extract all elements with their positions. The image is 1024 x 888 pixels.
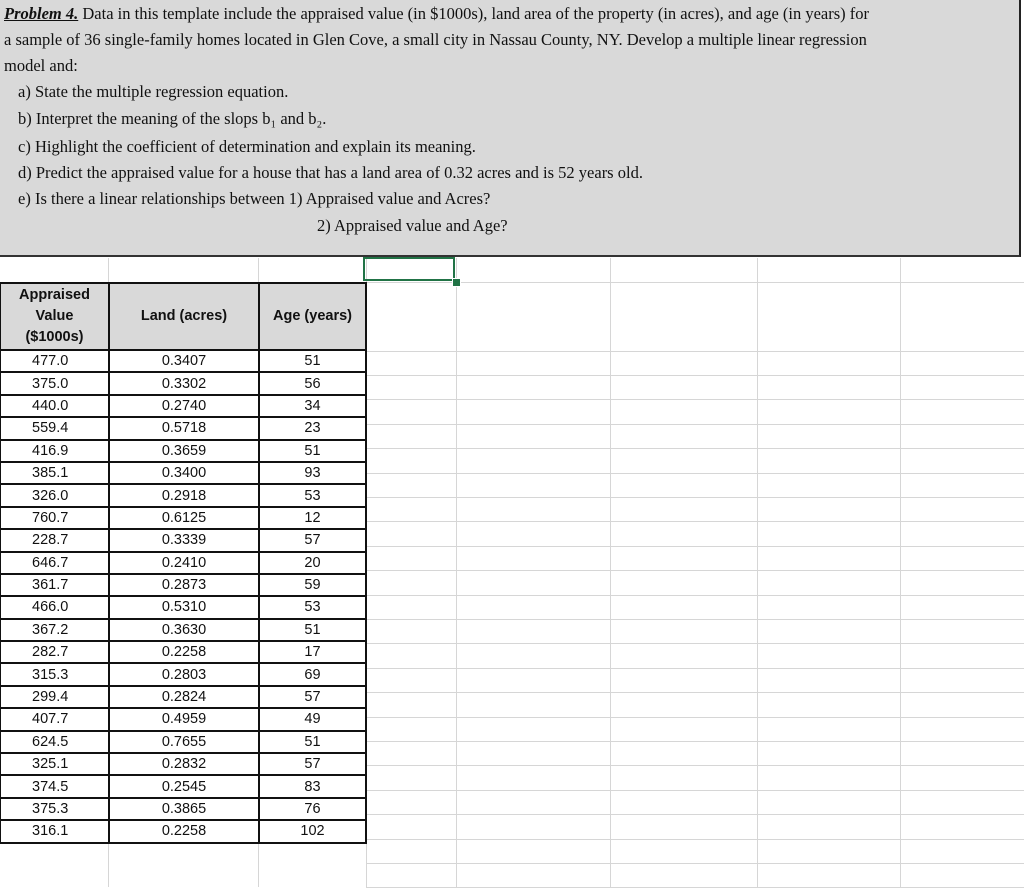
cell-appraised-value[interactable]: 477.0 [0,350,109,372]
cell-land-acres[interactable]: 0.7655 [109,731,259,753]
table-row [0,820,366,842]
table-row [0,552,366,574]
table-row [0,417,366,439]
cell-land-acres[interactable]: 0.2545 [109,775,259,797]
question-a: a) State the multiple regression equation. [18,82,289,101]
cell-land-acres[interactable]: 0.2410 [109,552,259,574]
grid-row-line [366,282,1024,283]
table-row [0,596,366,618]
table-row [0,798,366,820]
cell-age[interactable]: 12 [259,507,366,529]
table-row [0,753,366,775]
cell-land-acres[interactable]: 0.3407 [109,350,259,372]
cell-age[interactable]: 51 [259,350,366,372]
cell-age[interactable]: 57 [259,529,366,551]
cell-age[interactable]: 23 [259,417,366,439]
cell-appraised-value[interactable]: 299.4 [0,686,109,708]
cell-age[interactable]: 51 [259,731,366,753]
grid-row-line [366,692,1024,693]
grid-row-line [366,351,1024,352]
cell-age[interactable]: 69 [259,663,366,685]
cell-appraised-value[interactable]: 361.7 [0,574,109,596]
grid-row-line [366,765,1024,766]
cell-age[interactable]: 53 [259,484,366,506]
table-row [0,641,366,663]
grid-column-line [900,258,901,887]
problem-label: Problem 4. [4,4,79,23]
header-land-acres[interactable]: Land (acres) [109,283,259,350]
cell-appraised-value[interactable]: 624.5 [0,731,109,753]
question-e1: e) Is there a linear relationships between 1) Appraised value and Acres? [18,189,491,208]
cell-appraised-value[interactable]: 407.7 [0,708,109,730]
table-row [0,462,366,484]
data-table [0,282,367,844]
table-row [0,775,366,797]
grid-row-line [366,570,1024,571]
grid-row-line [366,863,1024,864]
cell-age[interactable]: 53 [259,596,366,618]
question-b: b) Interpret the meaning of the slops b₁ and b₂. [18,109,327,128]
grid-row-line [366,839,1024,840]
table-row [0,529,366,551]
grid-row-line [366,497,1024,498]
cell-land-acres[interactable]: 0.5310 [109,596,259,618]
problem-statement [0,0,1021,257]
cell-land-acres[interactable]: 0.2258 [109,820,259,842]
cell-age[interactable]: 57 [259,686,366,708]
cell-appraised-value[interactable]: 325.1 [0,753,109,775]
cell-age[interactable]: 76 [259,798,366,820]
grid-column-line [610,258,611,887]
grid-row-line [366,619,1024,620]
cell-land-acres[interactable]: 0.3339 [109,529,259,551]
question-e2: 2) Appraised value and Age? [317,216,508,235]
grid-row-line [366,717,1024,718]
cell-age[interactable]: 83 [259,775,366,797]
cell-land-acres[interactable]: 0.2740 [109,395,259,417]
table-row [0,350,366,372]
fill-handle[interactable] [452,278,461,287]
table-row [0,507,366,529]
cell-appraised-value[interactable]: 374.5 [0,775,109,797]
table-row [0,731,366,753]
cell-land-acres[interactable]: 0.2803 [109,663,259,685]
table-row [0,574,366,596]
cell-appraised-value[interactable]: 375.3 [0,798,109,820]
problem-line-1: Problem 4. Data in this template include the appraised value (in $1000s), land area of the property (in acres), and age (in years) for [4,4,870,23]
cell-land-acres[interactable]: 0.6125 [109,507,259,529]
question-d: d) Predict the appraised value for a house that has a land area of 0.32 acres and is 52 years old. [18,163,643,182]
cell-land-acres[interactable]: 0.3865 [109,798,259,820]
cell-age[interactable]: 20 [259,552,366,574]
cell-land-acres[interactable]: 0.4959 [109,708,259,730]
cell-land-acres[interactable]: 0.2832 [109,753,259,775]
cell-appraised-value[interactable]: 367.2 [0,619,109,641]
cell-land-acres[interactable]: 0.2258 [109,641,259,663]
cell-appraised-value[interactable]: 282.7 [0,641,109,663]
cell-age[interactable]: 102 [259,820,366,842]
grid-row-line [366,546,1024,547]
grid-row-line [366,643,1024,644]
cell-land-acres[interactable]: 0.2824 [109,686,259,708]
cell-age[interactable]: 34 [259,395,366,417]
table-row [0,395,366,417]
cell-appraised-value[interactable]: 416.9 [0,440,109,462]
grid-row-line [366,814,1024,815]
table-row [0,708,366,730]
table-row [0,663,366,685]
grid-row-line [366,790,1024,791]
table-header-row [0,283,366,350]
cell-appraised-value[interactable]: 466.0 [0,596,109,618]
cell-land-acres[interactable]: 0.3630 [109,619,259,641]
grid-row-line [366,375,1024,376]
cell-appraised-value[interactable]: 326.0 [0,484,109,506]
cell-appraised-value[interactable]: 228.7 [0,529,109,551]
problem-line-3: model and: [4,56,78,75]
cell-land-acres[interactable]: 0.2918 [109,484,259,506]
cell-land-acres[interactable]: 0.3302 [109,372,259,394]
cell-age[interactable]: 56 [259,372,366,394]
grid-row-line [366,595,1024,596]
table-row [0,484,366,506]
grid-row-line [366,521,1024,522]
table-row [0,619,366,641]
cell-appraised-value[interactable]: 315.3 [0,663,109,685]
cell-age[interactable]: 93 [259,462,366,484]
cell-land-acres[interactable]: 0.2873 [109,574,259,596]
grid-row-line [366,399,1024,400]
cell-age[interactable]: 59 [259,574,366,596]
cell-appraised-value[interactable]: 760.7 [0,507,109,529]
selected-cell[interactable] [363,257,455,281]
grid-row-line [366,448,1024,449]
problem-line-2: a sample of 36 single-family homes located in Glen Cove, a small city in Nassau County, NY. Develop a multiple linear regression [4,30,867,49]
cell-appraised-value[interactable]: 385.1 [0,462,109,484]
header-appraised-value[interactable]: Appraised Value ($1000s) [0,283,109,350]
grid-column-line [456,258,457,887]
table-row [0,372,366,394]
cell-appraised-value[interactable]: 559.4 [0,417,109,439]
cell-age[interactable]: 57 [259,753,366,775]
table-row [0,686,366,708]
cell-age[interactable]: 17 [259,641,366,663]
table-row [0,440,366,462]
grid-row-line [366,473,1024,474]
cell-land-acres[interactable]: 0.3400 [109,462,259,484]
grid-column-line [757,258,758,887]
cell-appraised-value[interactable]: 440.0 [0,395,109,417]
cell-age[interactable]: 49 [259,708,366,730]
cell-appraised-value[interactable]: 646.7 [0,552,109,574]
cell-appraised-value[interactable]: 316.1 [0,820,109,842]
question-c: c) Highlight the coefficient of determination and explain its meaning. [18,137,476,156]
cell-land-acres[interactable]: 0.5718 [109,417,259,439]
cell-age[interactable]: 51 [259,619,366,641]
cell-appraised-value[interactable]: 375.0 [0,372,109,394]
cell-age[interactable]: 51 [259,440,366,462]
grid-row-line [366,668,1024,669]
grid-row-line [366,741,1024,742]
cell-land-acres[interactable]: 0.3659 [109,440,259,462]
grid-row-line [366,424,1024,425]
header-age-years[interactable]: Age (years) [259,283,366,350]
